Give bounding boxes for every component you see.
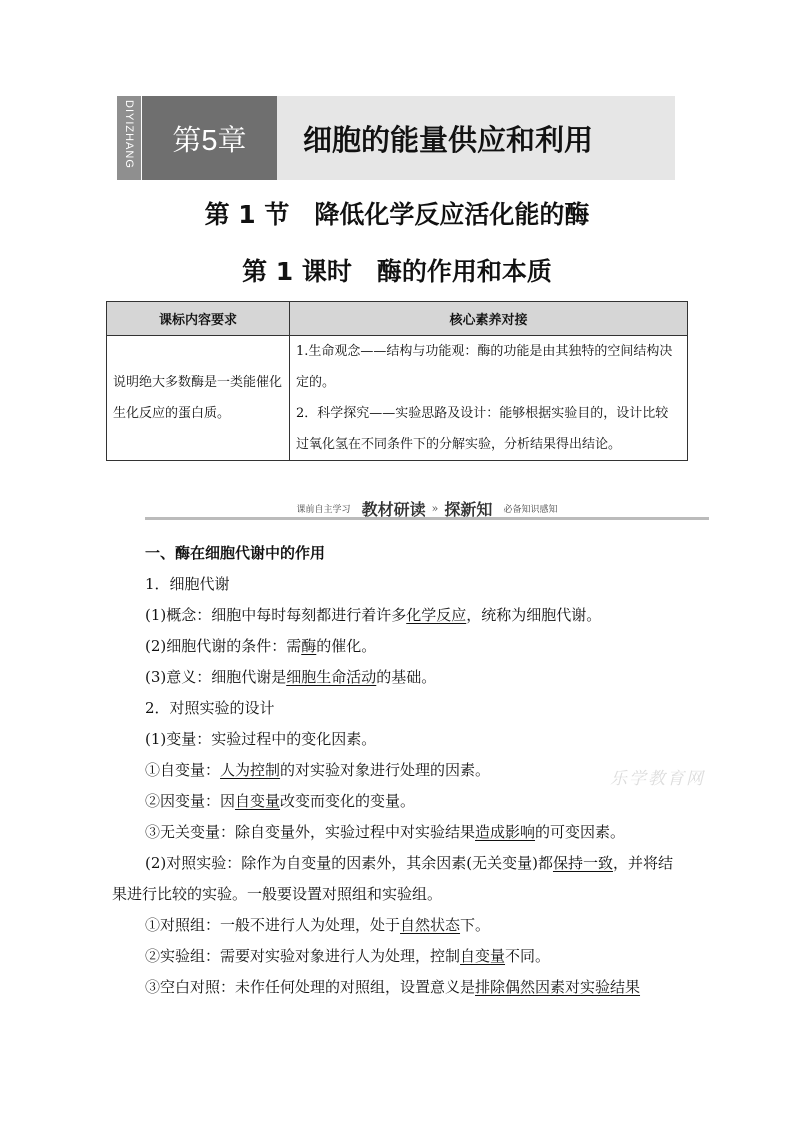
lesson-content: [112, 538, 684, 1003]
banner-main-right: 探新知: [444, 500, 493, 519]
paragraph-significance: (3)意义：细胞代谢是细胞生命活动的基础。: [145, 668, 437, 686]
chapter-title: 细胞的能量供应和利用: [303, 122, 594, 157]
table-header-left: 课标内容要求: [107, 302, 290, 336]
core-literacy-item-1: 1.生命观念——结构与功能观：酶的功能是由其独特的空间结构决定的。: [296, 344, 673, 390]
chapter-title-bar: [277, 96, 675, 180]
chapter-side-label: DIYIZHANG: [117, 96, 141, 180]
paragraph-variable: (1)变量：实验过程中的变化因素。: [145, 730, 377, 748]
banner-main-left: 教材研读: [361, 500, 426, 519]
chapter-number: 第5章: [142, 96, 277, 180]
paragraph-blank-control: ③空白对照：未作任何处理的对照组，设置意义是排除偶然因素对实验结果: [145, 978, 641, 996]
subheading-1: 1．细胞代谢: [145, 575, 230, 593]
section-title: 第 1 节 降低化学反应活化能的酶: [204, 200, 590, 229]
standard-requirement: 说明绝大多数酶是一类能催化生化反应的蛋白质。: [107, 336, 290, 461]
standards-table: [106, 301, 688, 461]
paragraph-condition: (2)细胞代谢的条件：需酶的催化。: [145, 637, 377, 655]
paragraph-control-experiment: (2)对照实验：除作为自变量的因素外，其余因素(无关变量)都保持一致，并将结果进行比较的实验。一般要设置对照组和实验组。: [112, 854, 673, 903]
section-banner: [145, 495, 709, 525]
watermark: 乐学教育网: [610, 769, 705, 789]
heading-1: 一、酶在细胞代谢中的作用: [145, 544, 326, 562]
paragraph-control-group: ①对照组：一般不进行人为处理，处于自然状态下。: [145, 916, 491, 934]
lesson-title: 第 1 课时 酶的作用和本质: [242, 257, 552, 286]
banner-left-caption: 课前自主学习: [296, 505, 351, 515]
banner-right-caption: 必备知识感知: [503, 505, 558, 515]
paragraph-independent-variable: ①自变量：人为控制的对实验对象进行处理的因素。: [145, 761, 491, 779]
paragraph-concept: (1)概念：细胞中每时每刻都进行着许多化学反应，统称为细胞代谢。: [145, 606, 602, 624]
double-arrow-icon: »: [431, 502, 439, 515]
table-header-right: 核心素养对接: [290, 302, 688, 336]
subheading-2: 2．对照实验的设计: [145, 699, 275, 717]
paragraph-irrelevant-variable: ③无关变量：除自变量外，实验过程中对实验结果造成影响的可变因素。: [145, 823, 626, 841]
core-literacy-item-2: 2．科学探究——实验思路及设计：能够根据实验目的，设计比较过氧化氢在不同条件下的分解实验，分析结果得出结论。: [296, 406, 669, 452]
paragraph-dependent-variable: ②因变量：因自变量改变而变化的变量。: [145, 792, 416, 810]
paragraph-experimental-group: ②实验组：需要对实验对象进行人为处理，控制自变量不同。: [145, 947, 551, 965]
core-literacy-cell: [290, 336, 688, 461]
